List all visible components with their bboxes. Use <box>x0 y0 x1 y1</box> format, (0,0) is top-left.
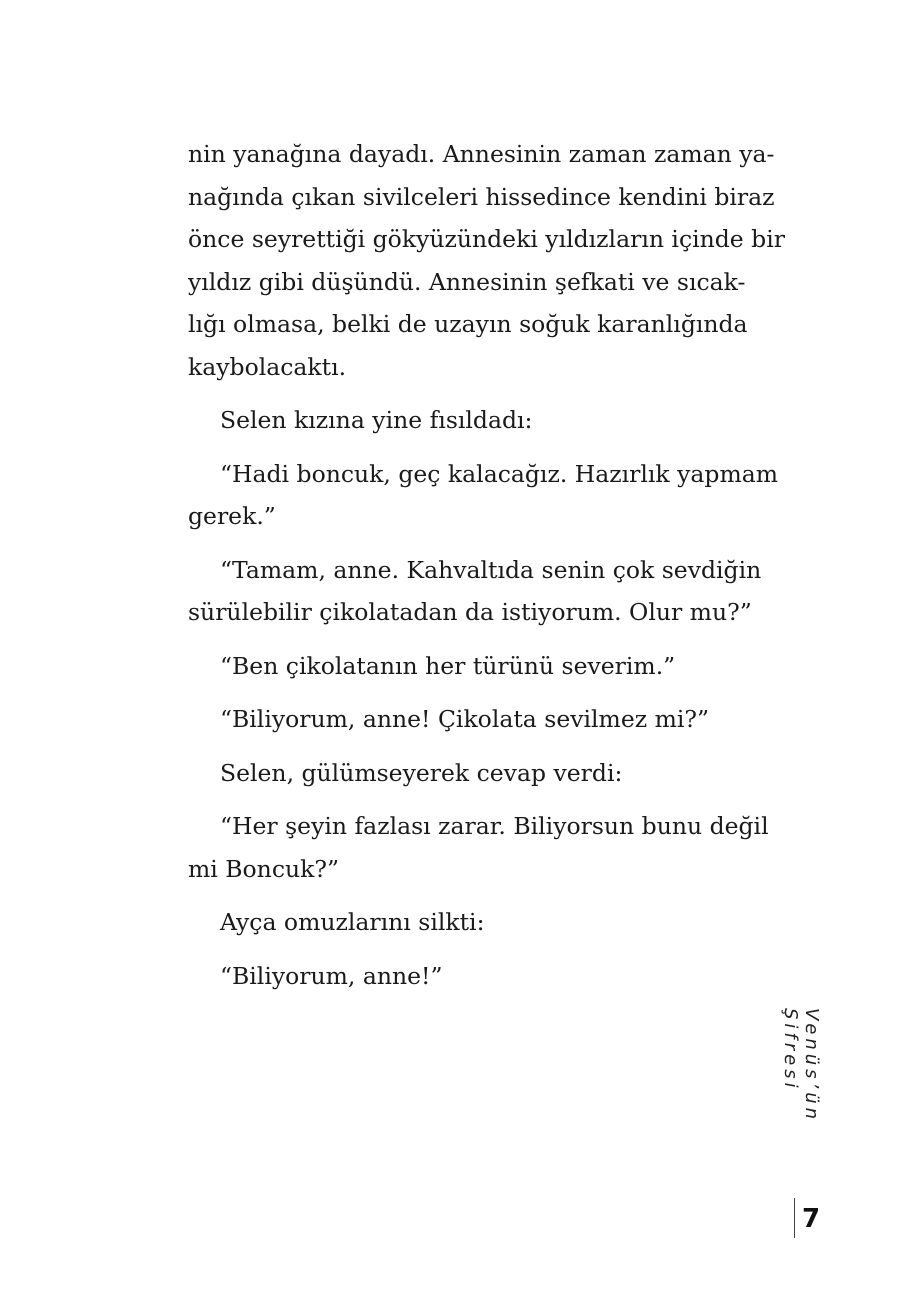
folio-divider <box>794 1198 795 1238</box>
page-number: 7 <box>802 1204 821 1234</box>
text-line: lığı olmasa, belki de uzayın soğuk karanlığında <box>188 310 748 338</box>
body-text <box>188 133 785 1008</box>
text-line: Selen kızına yine fısıldadı: <box>220 406 533 434</box>
paragraph <box>188 549 762 634</box>
text-line: mi Boncuk?” <box>188 854 339 883</box>
text-line: nin yanağına dayadı. Annesinin zaman zaman ya- <box>188 140 775 168</box>
text-line: sürülebilir çikolatadan da istiyorum. Olur mu?” <box>188 598 752 626</box>
text-line: nağında çıkan sivilceleri hissedince kendini biraz <box>188 182 775 211</box>
text-line: önce seyrettiği gökyüzündeki yıldızların içinde bir <box>188 225 785 253</box>
text-line: yıldız gibi düşündü. Annesinin şefkati ve sıcak- <box>188 267 746 296</box>
text-line: Ayça omuzlarını silkti: <box>220 908 485 936</box>
text-line: “Biliyorum, anne! Çikolata sevilmez mi?” <box>220 705 710 733</box>
paragraph <box>188 399 736 442</box>
text-line: kaybolacaktı. <box>188 352 347 381</box>
text-line: Selen, gülümseyerek cevap verdi: <box>220 758 623 787</box>
text-line: “Ben çikolatanın her türünü severim.” <box>220 651 676 680</box>
paragraph <box>188 133 785 388</box>
book-title: Venüs’ün Şifresi <box>780 1008 822 1124</box>
paragraph <box>188 453 779 538</box>
paragraph <box>188 901 736 944</box>
running-footer <box>780 1008 822 1248</box>
text-line: gerek.” <box>188 502 276 530</box>
text-line: “Hadi boncuk, geç kalacağız. Hazırlık yapmam <box>220 459 779 488</box>
paragraph <box>188 752 736 795</box>
paragraph <box>188 645 736 688</box>
text-line: “Her şeyin fazlası zarar. Biliyorsun bunu değil <box>220 812 769 840</box>
text-line: “Biliyorum, anne!” <box>220 961 443 990</box>
paragraph <box>188 698 736 741</box>
paragraph <box>188 805 769 890</box>
paragraph <box>188 955 736 998</box>
text-line: “Tamam, anne. Kahvaltıda senin çok sevdiğin <box>220 555 762 584</box>
